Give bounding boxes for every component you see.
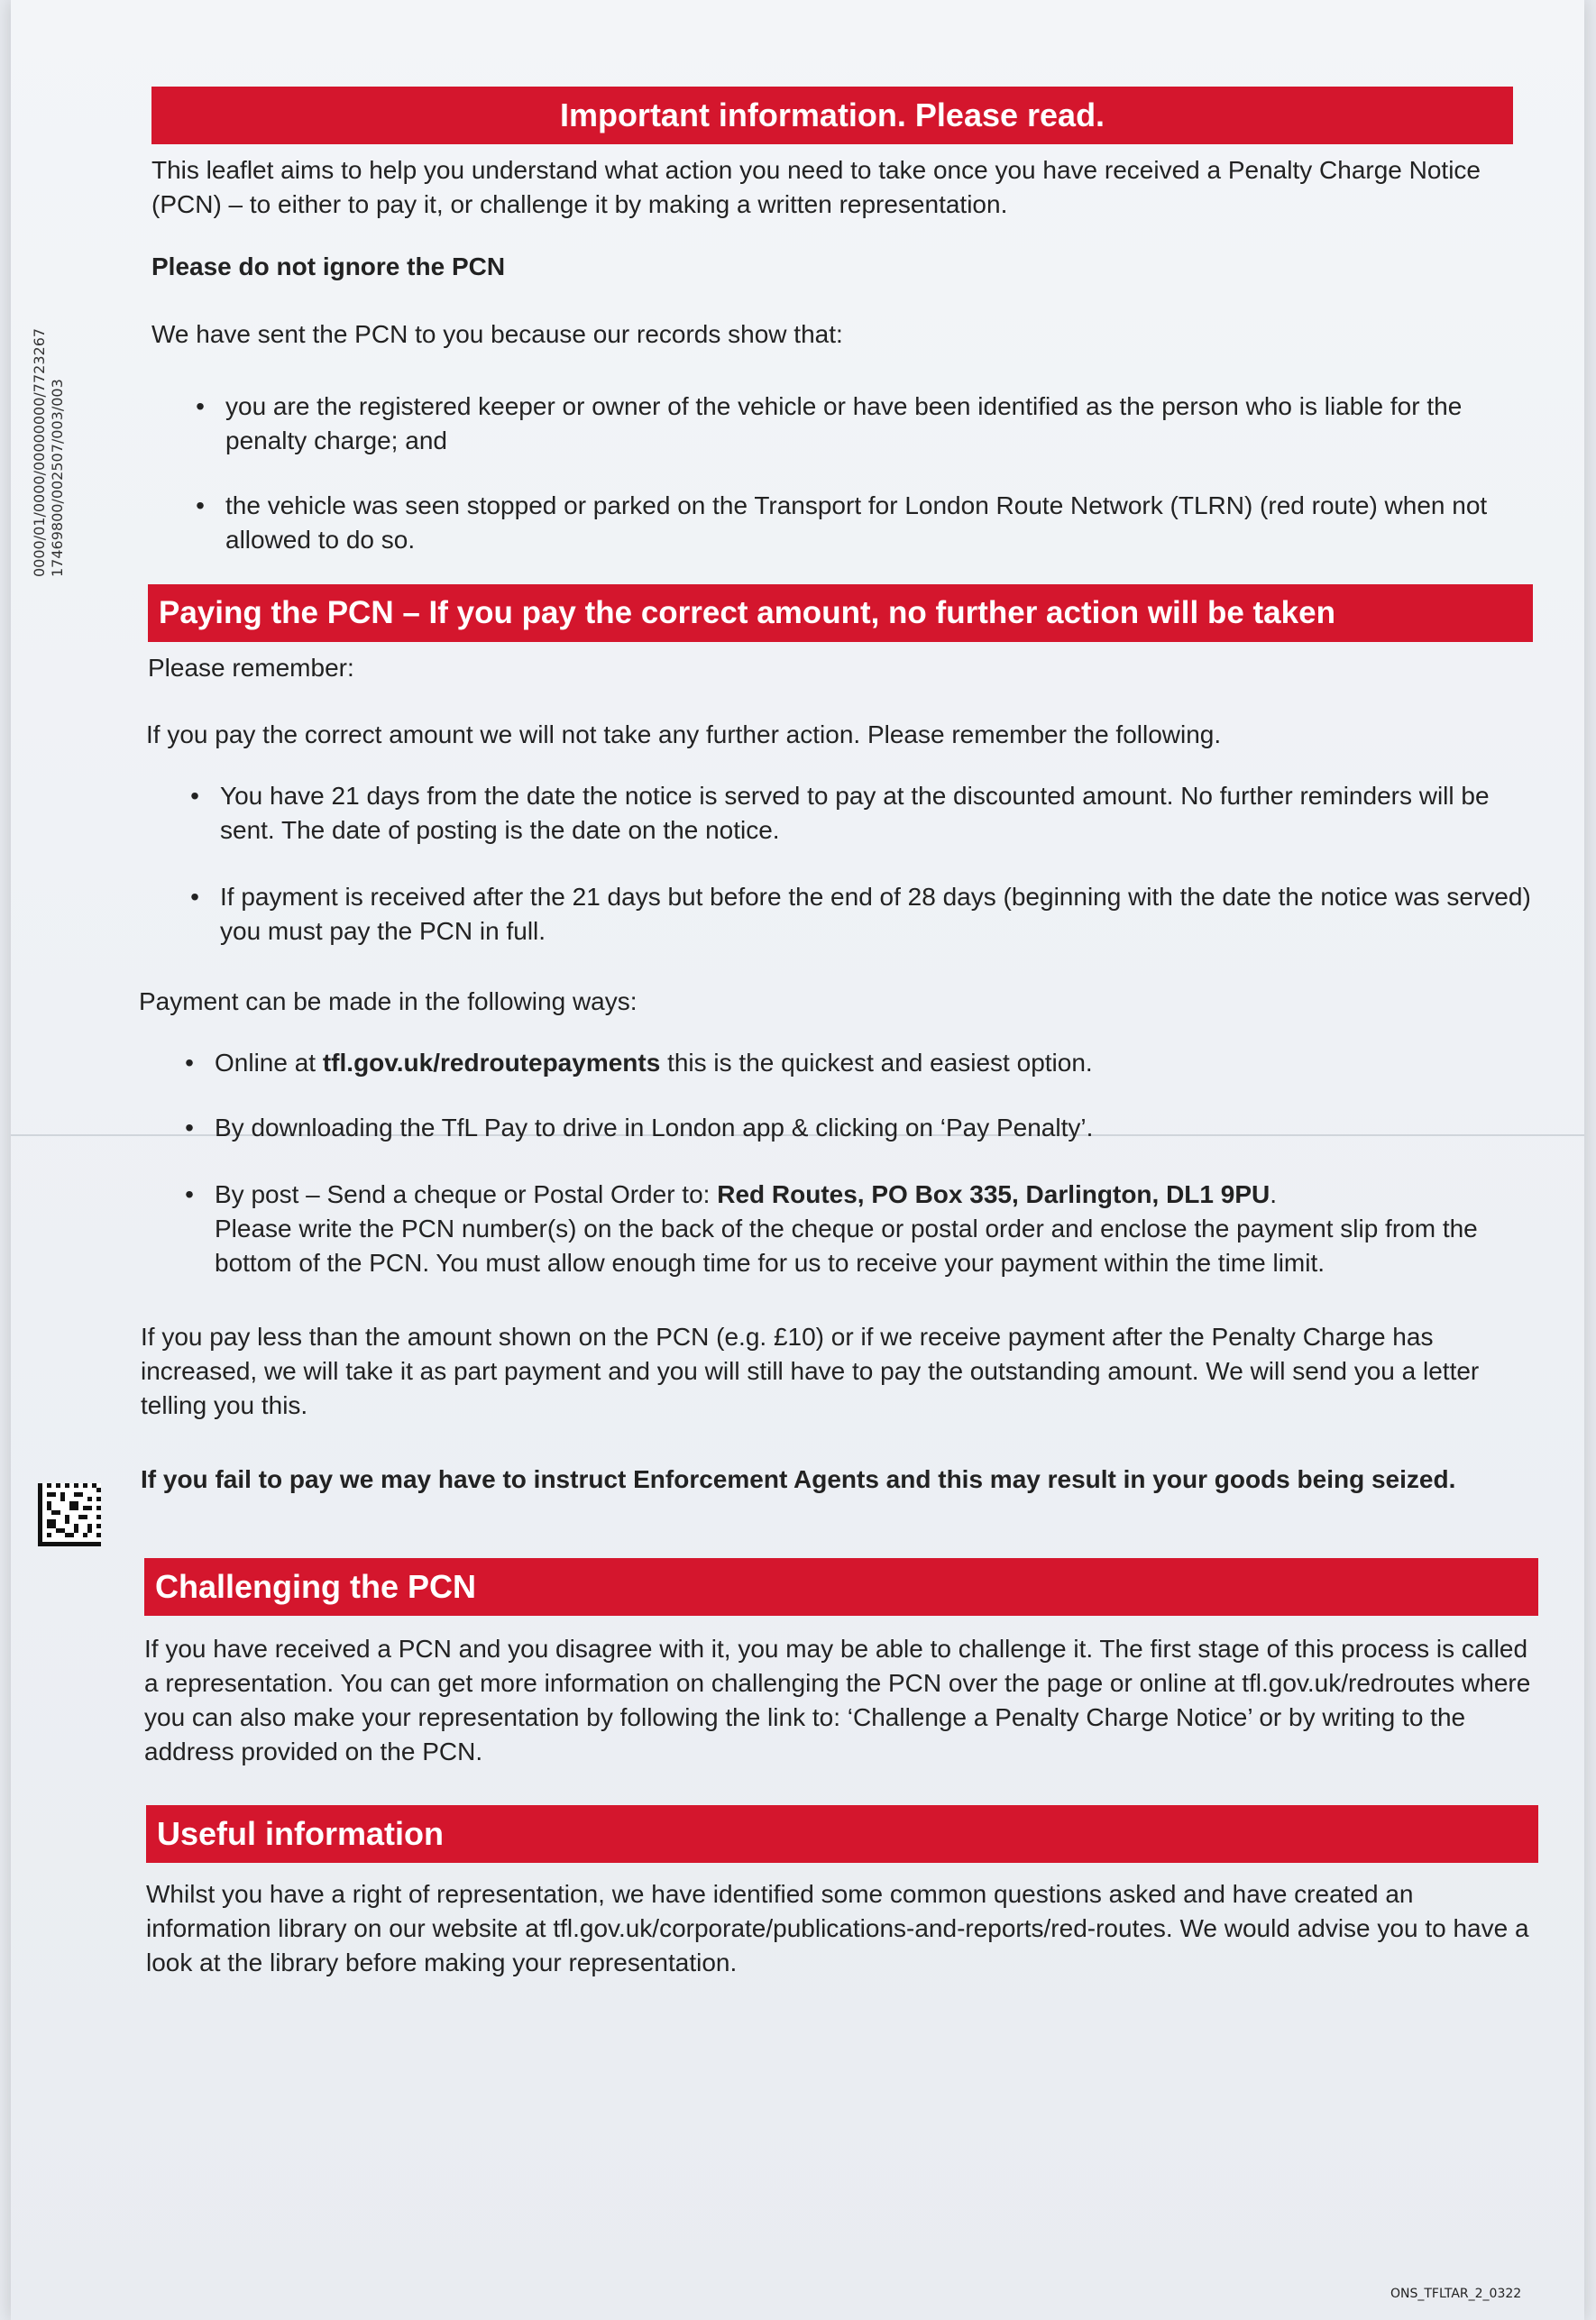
payment-method-post (185, 1178, 1540, 1280)
datamatrix-code-icon (38, 1483, 101, 1546)
bullet-icon: • (185, 1114, 194, 1142)
reason-intro: We have sent the PCN to you because our records show that: (151, 320, 843, 348)
bullet-icon: • (196, 392, 205, 420)
challenging-text: If you have received a PCN and you disagree with it, you may be able to challenge it. The first stage of this process is called a representation. You can get more information on challenging the PCN over the page or online at tfl.gov.uk/redroutes where you can also make your representation by following the link to: ‘Challenge a Penalty Charge Notice’ or by writing to the address provided on the PCN. (144, 1635, 1531, 1765)
bullet-icon: • (185, 1049, 194, 1077)
payment-website-link[interactable]: tfl.gov.uk/redroutepayments (322, 1049, 661, 1077)
app-payment-text: By downloading the TfL Pay to drive in London app & clicking on ‘Pay Penalty’. (215, 1114, 1094, 1142)
side-code-line-2: 17469800/002507/003/003 (49, 379, 66, 577)
reason-text: the vehicle was seen stopped or parked on the Transport for London Route Network (TLRN) (red route) when not allowed to do so. (225, 491, 1488, 554)
correct-amount-text: If you pay the correct amount we will not take any further action. Please remember the following. (146, 720, 1222, 748)
bullet-icon: • (190, 883, 199, 911)
footer-code: ONS_TFLTAR_2_0322 (1390, 2287, 1522, 2301)
useful-information-heading: Useful information (146, 1805, 1538, 1863)
paying-pcn-heading: Paying the PCN – If you pay the correct amount, no further action will be taken (148, 584, 1533, 642)
payment-method-online (185, 1046, 1531, 1080)
post-detail-text: Please write the PCN number(s) on the back of the cheque or postal order and enclose the payment slip from the bottom of the PCN. You must allow enough time for us to receive your payment within the time limit. (215, 1215, 1478, 1277)
intro-paragraph: This leaflet aims to help you understand what action you need to take once you have received a Penalty Charge Notice (PCN) – to either to pay it, or challenge it by making a written representation. (151, 156, 1481, 218)
leaflet-page (11, 0, 1584, 2320)
reason-text: you are the registered keeper or owner of the vehicle or have been identified as the person who is liable for the penalty charge; and (225, 392, 1463, 454)
useful-information-text: Whilst you have a right of representation, we have identified some common questions asked and have created an information library on our website at tfl.gov.uk/corporate/publications-and-reports/red-routes. We would advise you to have a look at the library before making your representation. (146, 1880, 1529, 1976)
online-suffix: this is the quickest and easiest option. (660, 1049, 1093, 1077)
side-reference-code (31, 162, 67, 577)
bullet-icon: • (185, 1180, 194, 1208)
online-prefix: Online at (215, 1049, 323, 1077)
payment-point (190, 779, 1536, 848)
underpayment-text: If you pay less than the amount shown on the PCN (e.g. £10) or if we receive payment after the Penalty Charge has increased, we will take it as part payment and you will still have to pay the outstanding amount. We will send you a letter telling you this. (141, 1323, 1480, 1419)
payment-ways-intro: Payment can be made in the following ways: (139, 987, 637, 1015)
challenging-pcn-heading: Challenging the PCN (144, 1558, 1538, 1616)
post-suffix: . (1270, 1180, 1278, 1208)
side-code-line-1: 0000/01/0000/00000000/7723267 (31, 327, 48, 577)
bullet-icon: • (190, 782, 199, 810)
do-not-ignore-heading: Please do not ignore the PCN (151, 252, 506, 280)
post-prefix: By post – Send a cheque or Postal Order to: (215, 1180, 718, 1208)
bullet-icon: • (196, 491, 205, 519)
payment-point (190, 880, 1536, 949)
reason-item (196, 390, 1524, 458)
payment-method-app (185, 1111, 1531, 1145)
please-remember: Please remember: (148, 654, 354, 682)
payment-point-text: You have 21 days from the date the notice is served to pay at the discounted amount. No further reminders will be sent. The date of posting is the date on the notice. (220, 782, 1490, 844)
important-information-heading: Important information. Please read. (151, 87, 1513, 144)
postal-address: Red Routes, PO Box 335, Darlington, DL1 9PU (717, 1180, 1270, 1208)
enforcement-warning: If you fail to pay we may have to instruct Enforcement Agents and this may result in your goods being seized. (141, 1465, 1456, 1493)
reason-item (196, 489, 1524, 557)
payment-point-text: If payment is received after the 21 days but before the end of 28 days (beginning with the date the notice was served) you must pay the PCN in full. (220, 883, 1531, 945)
